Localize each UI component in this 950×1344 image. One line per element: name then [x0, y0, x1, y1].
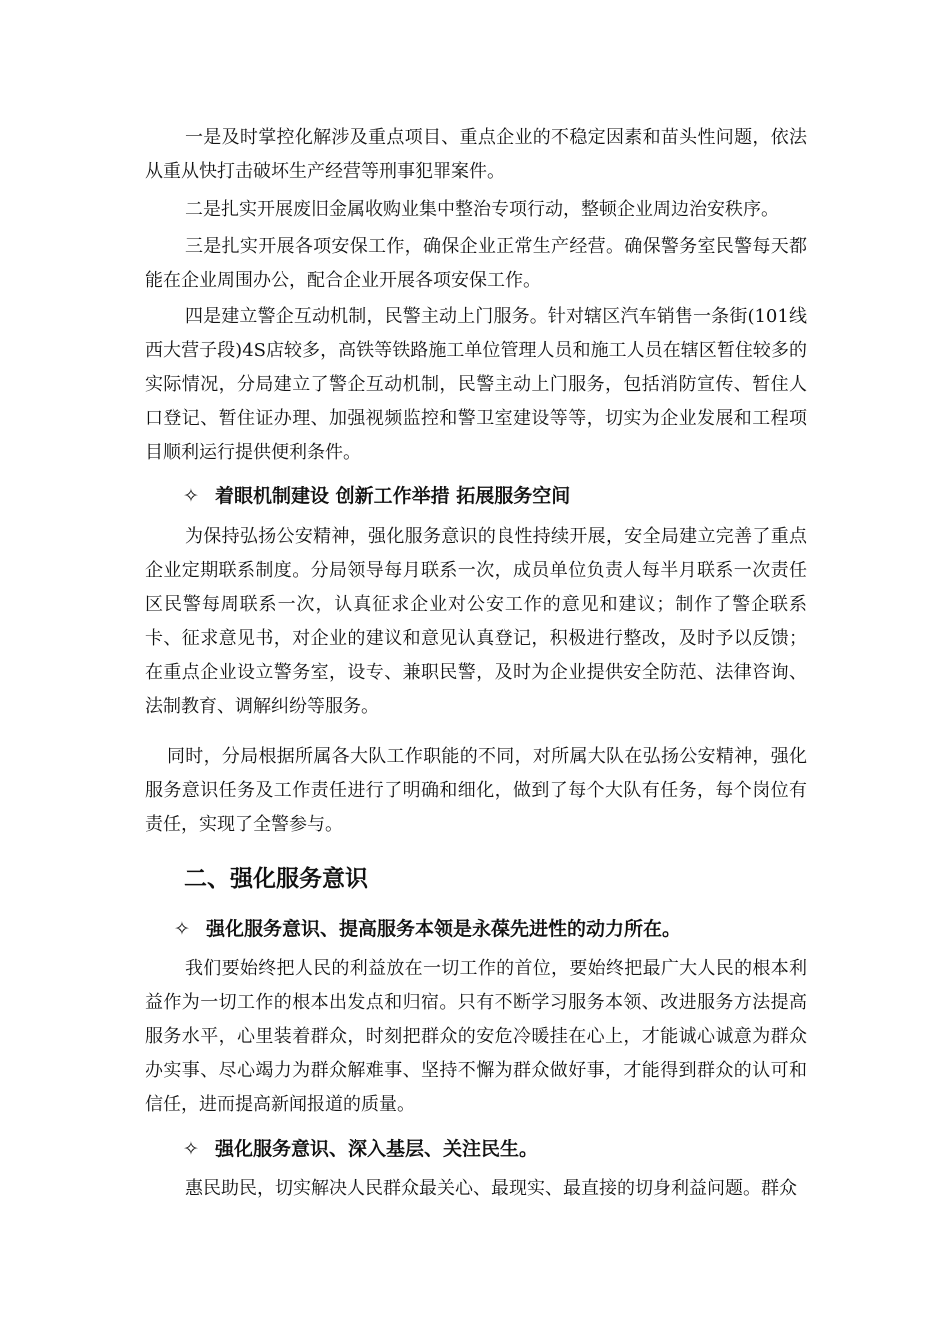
subheading-motivation [174, 914, 814, 944]
paragraph-item-3: 三是扎实开展各项安保工作，确保企业正常生产经营。确保警务室民警每天都能在企业周围办公，配合企业开展各项安保工作。 [145, 236, 807, 291]
paragraph-item-4: 四是建立警企互动机制，民警主动上门服务。针对辖区汽车销售一条街(101线西大营子段)4S店较多，高铁等铁路施工单位管理人员和施工人员在辖区暂住较多的实际情况，分局建立了警企互动机制，民警主动上门服务，包括消防宣传、暂住人口登记、暂住证办理、加强视频监控和警卫室建设等等，切实为企业发展和工程项目顺利运行提供便利条件。 [145, 306, 807, 463]
subheading-grassroots [183, 1134, 823, 1164]
paragraph-item-1: 一是及时掌控化解涉及重点项目、重点企业的不稳定因素和苗头性问题，依法从重从快打击破坏生产经营等刑事犯罪案件。 [145, 127, 807, 182]
subheading-text: 着眼机制建设 创新工作举措 拓展服务空间 [215, 485, 571, 507]
subheading-text: 强化服务意识、深入基层、关注民生。 [215, 1138, 539, 1160]
paragraph-item-2: 二是扎实开展废旧金属收购业集中整治专项行动，整顿企业周边治安秩序。 [185, 199, 779, 220]
diamond-bullet-icon: ✧ [183, 485, 199, 507]
subheading-mechanism [183, 481, 823, 511]
paragraph-benefit-people: 惠民助民，切实解决人民群众最关心、最现实、最直接的切身利益问题。群众 [185, 1178, 797, 1199]
paragraph-contact-system: 为保持弘扬公安精神，强化服务意识的良性持续开展，安全局建立完善了重点企业定期联系制度。分局领导每月联系一次，成员单位负责人每半月联系一次责任区民警每周联系一次，认真征求企业对公安工作的意见和建议；制作了警企联系卡、征求意见书，对企业的建议和意见认真登记，积极进行整改，及时予以反馈；在重点企业设立警务室，设专、兼职民警，及时为企业提供安全防范、法律咨询、法制教育、调解纠纷等服务。 [145, 526, 807, 717]
subheading-text: 强化服务意识、提高服务本领是永葆先进性的动力所在。 [206, 918, 682, 940]
section-heading-2: 二、强化服务意识 [184, 866, 368, 892]
paragraph-simultaneously: 同时，分局根据所属各大队工作职能的不同，对所属大队在弘扬公安精神，强化服务意识任务及工作责任进行了明确和细化，做到了每个大队有任务，每个岗位有责任，实现了全警参与。 [145, 746, 807, 835]
diamond-bullet-icon: ✧ [174, 918, 190, 940]
paragraph-people-interest: 我们要始终把人民的利益放在一切工作的首位，要始终把最广大人民的根本利益作为一切工作的根本出发点和归宿。只有不断学习服务本领、改进服务方法提高服务水平，心里装着群众，时刻把群众的安危冷暖挂在心上，才能诚心诚意为群众办实事、尽心竭力为群众解难事、坚持不懈为群众做好事，才能得到群众的认可和信任，进而提高新闻报道的质量。 [145, 958, 807, 1115]
diamond-bullet-icon: ✧ [183, 1138, 199, 1160]
